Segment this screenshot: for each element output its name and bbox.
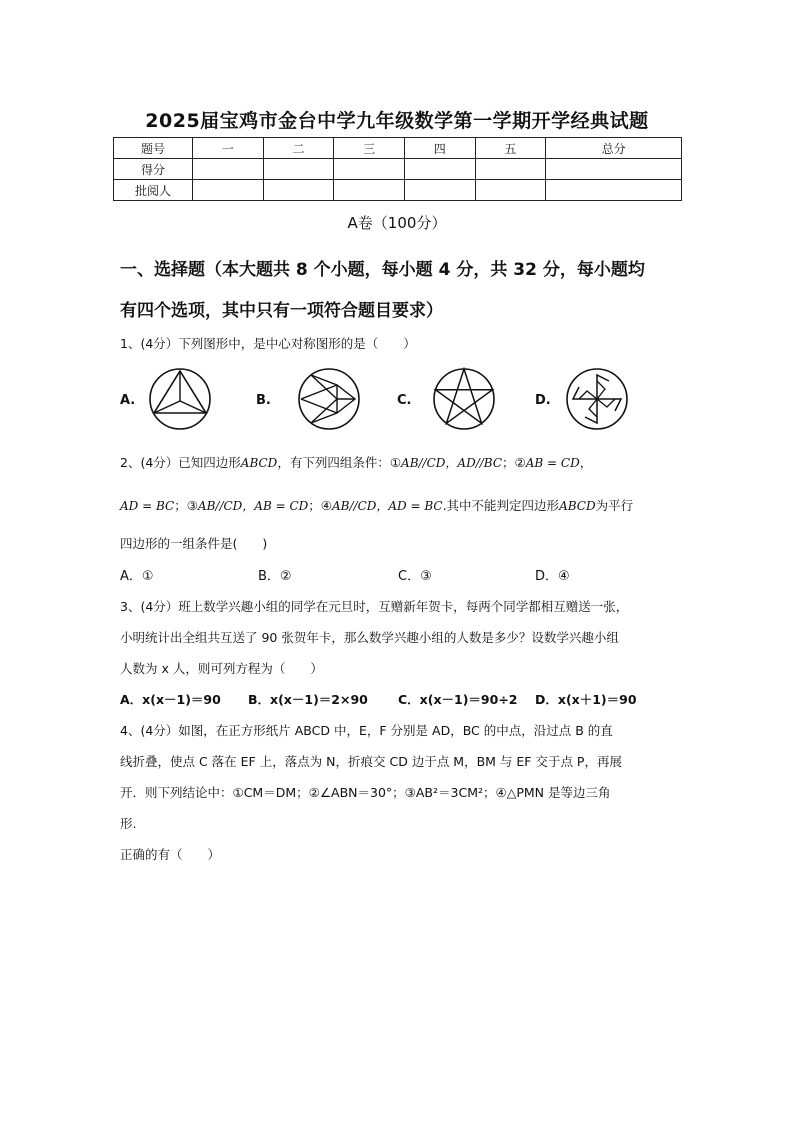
- star-in-circle-icon: [432, 367, 496, 431]
- q1-option-b: B.: [256, 393, 271, 408]
- score-cell: [334, 159, 405, 180]
- triangle-in-circle-icon: [148, 367, 212, 431]
- q2-math: AB//CD，AD = BC: [332, 499, 443, 513]
- q2-text: 2、(4分）已知四边形: [120, 455, 241, 470]
- score-cell: [263, 159, 334, 180]
- q2-line3: 四边形的一组条件是( ): [120, 536, 268, 551]
- score-cell: [263, 180, 334, 201]
- score-cell: [475, 159, 546, 180]
- q2-text: ；③: [174, 498, 198, 513]
- score-cell: 五: [475, 138, 546, 159]
- score-cell: 二: [263, 138, 334, 159]
- q2-line1: [120, 453, 592, 471]
- q2-math: ABCD: [559, 499, 596, 513]
- q4-line1: 4、(4分）如图，在正方形纸片 ABCD 中，E，F 分别是 AD，BC 的中点，沿过点 B 的直: [120, 723, 613, 738]
- q3-line3: 人数为 x 人，则可列方程为（ ）: [120, 661, 323, 676]
- q2-option-c: C．③: [398, 569, 432, 584]
- score-cell: [404, 159, 475, 180]
- q2-option-b: B．②: [258, 569, 292, 584]
- score-table-header-row: [114, 138, 682, 159]
- q3-line2: 小明统计出全组共互送了 90 张贺年卡，那么数学兴趣小组的人数是多少？设数学兴趣小组: [120, 630, 619, 645]
- score-cell: 得分: [114, 159, 193, 180]
- q4-line2: 线折叠，使点 C 落在 EF 上，落点为 N，折痕交 CD 边于点 M，BM 与 EF 交于点 P，再展: [120, 754, 622, 769]
- score-cell: [193, 180, 264, 201]
- section-heading-line2: 有四个选项，其中只有一项符合题目要求）: [120, 301, 443, 321]
- score-cell: 三: [334, 138, 405, 159]
- q3-line1: 3、(4分）班上数学兴趣小组的同学在元旦时，互赠新年贺卡，每两个同学都相互赠送一张，: [120, 599, 629, 614]
- q2-text: ，: [579, 455, 593, 470]
- q4-line5: 正确的有（ ）: [120, 847, 221, 862]
- score-cell: [546, 159, 682, 180]
- score-cell: [404, 180, 475, 201]
- score-table-row: [114, 180, 682, 201]
- q2-math: AB = CD: [525, 456, 580, 470]
- score-cell: 批阅人: [114, 180, 193, 201]
- q1-option-c: C.: [397, 393, 412, 408]
- exam-title: 2025届宝鸡市金台中学九年级数学第一学期开学经典试题: [145, 110, 649, 132]
- q1-option-a: A.: [120, 393, 136, 408]
- score-cell: [193, 159, 264, 180]
- chevron-in-circle-icon: [297, 367, 361, 431]
- score-cell: 一: [193, 138, 264, 159]
- q3-option-c: C．x(x－1)＝90÷2: [398, 692, 518, 707]
- score-cell: [546, 180, 682, 201]
- section-heading-line1: 一、选择题（本大题共 8 个小题，每小题 4 分，共 32 分，每小题均: [120, 260, 645, 280]
- q2-math: AD = BC: [120, 499, 175, 513]
- q2-math: AB//CD，AD//BC: [401, 456, 503, 470]
- q1-option-d: D.: [535, 393, 551, 408]
- q4-line4: 形.: [120, 816, 137, 831]
- q2-text: .其中不能判定四边形: [442, 498, 560, 513]
- pinwheel-in-circle-icon: [565, 367, 629, 431]
- score-cell: 四: [404, 138, 475, 159]
- q2-text: ；②: [502, 455, 526, 470]
- q2-option-d: D．④: [535, 569, 570, 584]
- q3-option-b: B．x(x－1)＝2×90: [248, 692, 368, 707]
- score-table-row: [114, 159, 682, 180]
- score-cell: [334, 180, 405, 201]
- volume-label: A卷（100分）: [347, 214, 447, 232]
- q3-option-d: D．x(x＋1)＝90: [535, 692, 637, 707]
- q4-line3: 开．则下列结论中：①CM＝DM；②∠ABN＝30°；③AB²＝3CM²；④△PMN 是等边三角: [120, 785, 611, 800]
- score-cell: [475, 180, 546, 201]
- q3-option-a: A．x(x－1)＝90: [120, 692, 221, 707]
- q2-text: ，有下列四组条件：①: [277, 455, 402, 470]
- q2-line2: [120, 496, 633, 514]
- q2-math: AB//CD，AB = CD: [197, 499, 309, 513]
- q2-math: ABCD: [240, 456, 278, 470]
- q2-text: ；④: [308, 498, 332, 513]
- score-table: [113, 137, 682, 201]
- q1-stem: 1、(4分）下列图形中，是中心对称图形的是（ ）: [120, 336, 416, 351]
- score-cell: 题号: [114, 138, 193, 159]
- q2-option-a: A．①: [120, 569, 154, 584]
- score-cell: 总分: [546, 138, 682, 159]
- q2-text: 为平行: [595, 498, 634, 513]
